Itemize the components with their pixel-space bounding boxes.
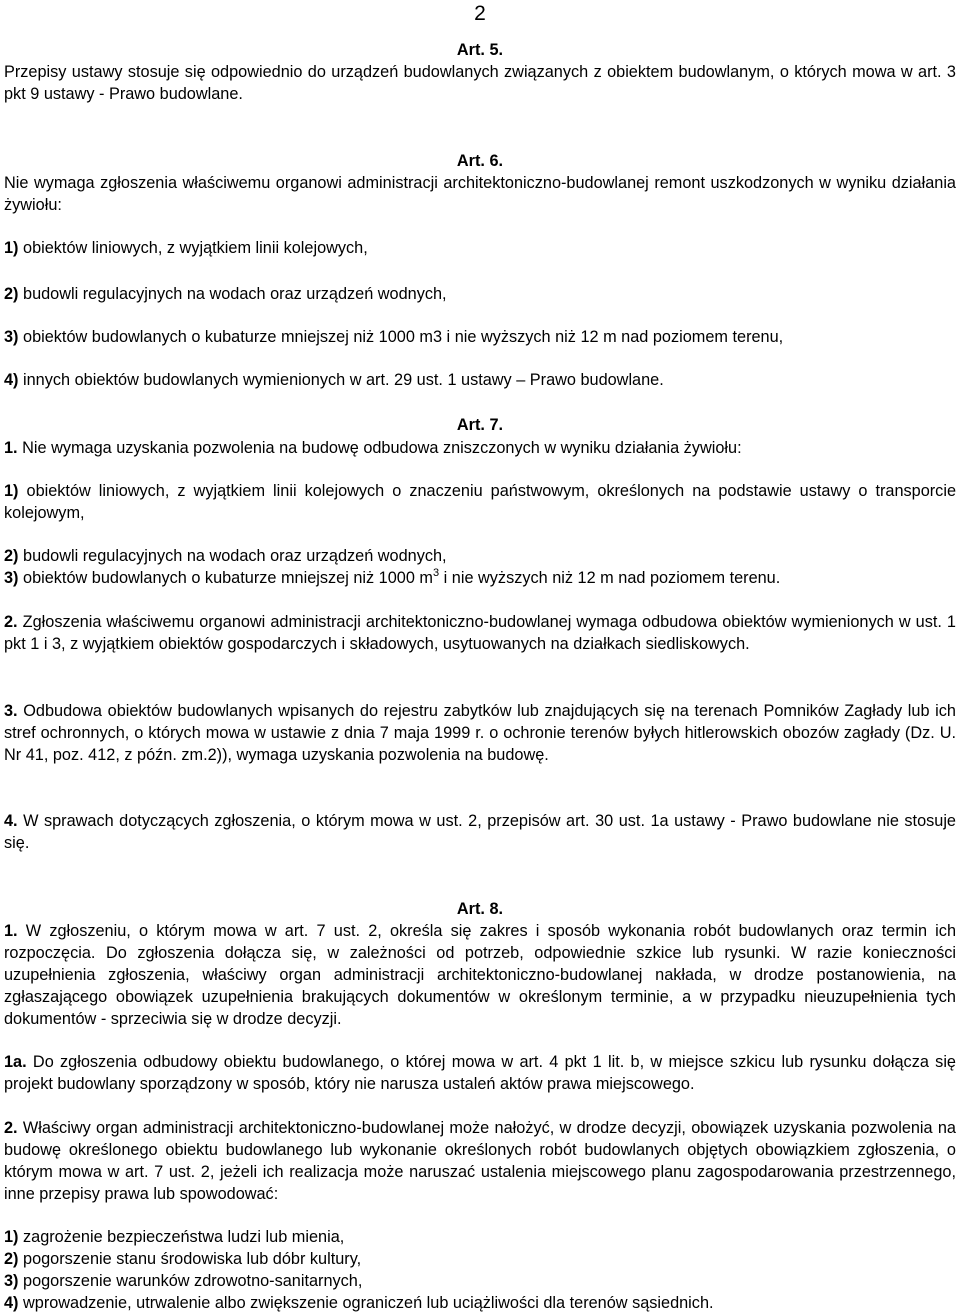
art7-paragraph-2-text: Zgłoszenia właściwemu organowi administracji architektoniczno-budowlanej wymaga odbudowa obiektów wymienionych w ust. 1 pkt 1 i 3, z wyjątkiem obiektów gospodarczych i składowych, usytuowanych na działkach siedliskowych.	[4, 613, 956, 653]
art6-item-3-number: 3)	[4, 328, 19, 346]
art7-paragraph-1-number: 1.	[4, 439, 18, 457]
art8-item-4	[4, 1292, 956, 1314]
art8-paragraph-1-number: 1.	[4, 922, 18, 940]
art8-item-1-number: 1)	[4, 1228, 19, 1246]
art7-paragraph-4	[4, 810, 956, 854]
art7-paragraph-4-number: 4.	[4, 812, 18, 830]
art8-paragraph-1-text: W zgłoszeniu, o którym mowa w art. 7 ust. 2, określa się zakres i sposób wykonania robót budowlanych oraz termin ich rozpoczęcia. Do zgłoszenia dołącza się, w zależności od potrzeb, odpowiednie szkice lub rysunki. W razie konieczności uzupełnienia zgłoszenia, właściwy organ administracji architektoniczno-budowlanej nakłada, w drodze postanowienia, na zgłaszającego obowiązek uzupełnienia brakujących dokumentów w określonym terminie, a w przypadku nieuzupełnienia tych dokumentów - sprzeciwia się w drodze decyzji.	[4, 922, 956, 1028]
art8-item-2	[4, 1248, 956, 1270]
art7-item-3-number: 3)	[4, 569, 19, 587]
art7-paragraph-1	[4, 437, 956, 459]
art6-item-1	[4, 237, 956, 259]
art7-paragraph-2	[4, 611, 956, 655]
art7-item-2-number: 2)	[4, 547, 19, 565]
page-number: 2	[474, 2, 486, 25]
art7-paragraph-3	[4, 700, 956, 766]
art5-heading: Art. 5.	[456, 41, 504, 59]
art8-paragraph-2-text: Właściwy organ administracji architektoniczno-budowlanej może nałożyć, w drodze decyzji, obowiązek uzyskania pozwolenia na budowę określonego obiektu budowlanego lub wykonanie określonych robót budowlanych objętych obowiązkiem zgłoszenia, o którym mowa w art. 7 ust. 2, jeżeli ich realizacja może naruszać ustalenia miejscowego planu zagospodarowania przestrzennego, inne przepisy prawa lub spowodować:	[4, 1119, 956, 1203]
art7-item-3-text-end: i nie wyższych niż 12 m nad poziomem terenu.	[439, 569, 781, 587]
art7-paragraph-3-number: 3.	[4, 702, 18, 720]
art8-paragraph-1	[4, 920, 956, 1030]
art7-item-3-text: obiektów budowlanych o kubaturze mniejszej niż 1000 m	[18, 569, 433, 587]
art7-item-3	[4, 567, 956, 589]
art8-paragraph-2	[4, 1117, 956, 1205]
art8-item-3-text: pogorszenie warunków zdrowotno-sanitarnych,	[18, 1272, 363, 1290]
art6-item-4-number: 4)	[4, 371, 19, 389]
art6-intro: Nie wymaga zgłoszenia właściwemu organowi administracji architektoniczno-budowlanej remont uszkodzonych w wyniku działania żywiołu:	[4, 174, 956, 214]
art7-paragraph-2-number: 2.	[4, 613, 18, 631]
art7-item-2	[4, 545, 956, 567]
art7-item-1	[4, 480, 956, 524]
art8-item-2-text: pogorszenie stanu środowiska lub dóbr kultury,	[18, 1250, 362, 1268]
art8-item-2-number: 2)	[4, 1250, 19, 1268]
art6-item-1-number: 1)	[4, 239, 19, 257]
art8-paragraph-1a-number: 1a.	[4, 1053, 27, 1071]
art7-item-1-number: 1)	[4, 482, 19, 500]
art6-item-2-number: 2)	[4, 285, 19, 303]
art6-heading: Art. 6.	[456, 152, 504, 170]
art8-paragraph-2-number: 2.	[4, 1119, 18, 1137]
art8-heading: Art. 8.	[456, 900, 504, 918]
art8-paragraph-1a	[4, 1051, 956, 1095]
art8-item-3-number: 3)	[4, 1272, 19, 1290]
art8-paragraph-1a-text: Do zgłoszenia odbudowy obiektu budowlanego, o której mowa w art. 4 pkt 1 lit. b, w miejsce szkicu lub rysunku dołącza się projekt budowlany sporządzony w sposób, który nie narusza ustaleń aktów prawa miejscowego.	[4, 1053, 956, 1093]
art7-item-2-text: budowli regulacyjnych na wodach oraz urządzeń wodnych,	[18, 547, 447, 565]
art7-heading: Art. 7.	[456, 416, 504, 434]
art6-item-3	[4, 326, 956, 348]
art8-item-1	[4, 1226, 956, 1248]
art7-item-3-superscript: 3	[432, 567, 440, 579]
art6-item-4	[4, 369, 956, 391]
art6-item-2-text: budowli regulacyjnych na wodach oraz urządzeń wodnych,	[18, 285, 447, 303]
art8-item-1-text: zagrożenie bezpieczeństwa ludzi lub mienia,	[18, 1228, 345, 1246]
art7-paragraph-3-text: Odbudowa obiektów budowlanych wpisanych do rejestru zabytków lub znajdujących się na terenach Pomników Zagłady lub ich stref ochronnych, o których mowa w ustawie z dnia 7 maja 1999 r. o ochronie terenów byłych hitlerowskich obozów zagłady (Dz. U. Nr 41, poz. 412, z późn. zm.2)), wymaga uzyskania pozwolenia na budowę.	[4, 702, 956, 764]
art7-paragraph-1-text: Nie wymaga uzyskania pozwolenia na budowę odbudowa zniszczonych w wyniku działania żywiołu:	[17, 439, 742, 457]
art8-item-4-text: wprowadzenie, utrwalenie albo zwiększenie ograniczeń lub uciążliwości dla terenów sąsiednich.	[18, 1294, 714, 1312]
art6-item-1-text: obiektów liniowych, z wyjątkiem linii kolejowych,	[18, 239, 368, 257]
art6-item-3-text: obiektów budowlanych o kubaturze mniejszej niż 1000 m3 i nie wyższych niż 12 m nad poziomem terenu,	[18, 328, 784, 346]
art6-item-4-text: innych obiektów budowlanych wymienionych w art. 29 ust. 1 ustawy – Prawo budowlane.	[18, 371, 664, 389]
art7-paragraph-4-text: W sprawach dotyczących zgłoszenia, o którym mowa w ust. 2, przepisów art. 30 ust. 1a ustawy - Prawo budowlane nie stosuje się.	[4, 812, 956, 852]
art8-item-4-number: 4)	[4, 1294, 19, 1312]
art5-text: Przepisy ustawy stosuje się odpowiednio do urządzeń budowlanych związanych z obiektem budowlanym, o których mowa w art. 3 pkt 9 ustawy - Prawo budowlane.	[4, 63, 956, 103]
art7-item-1-text: obiektów liniowych, z wyjątkiem linii kolejowych o znaczeniu państwowym, określonych na podstawie ustawy o transporcie kolejowym,	[4, 482, 956, 522]
art6-item-2	[4, 283, 956, 305]
art8-item-3	[4, 1270, 956, 1292]
